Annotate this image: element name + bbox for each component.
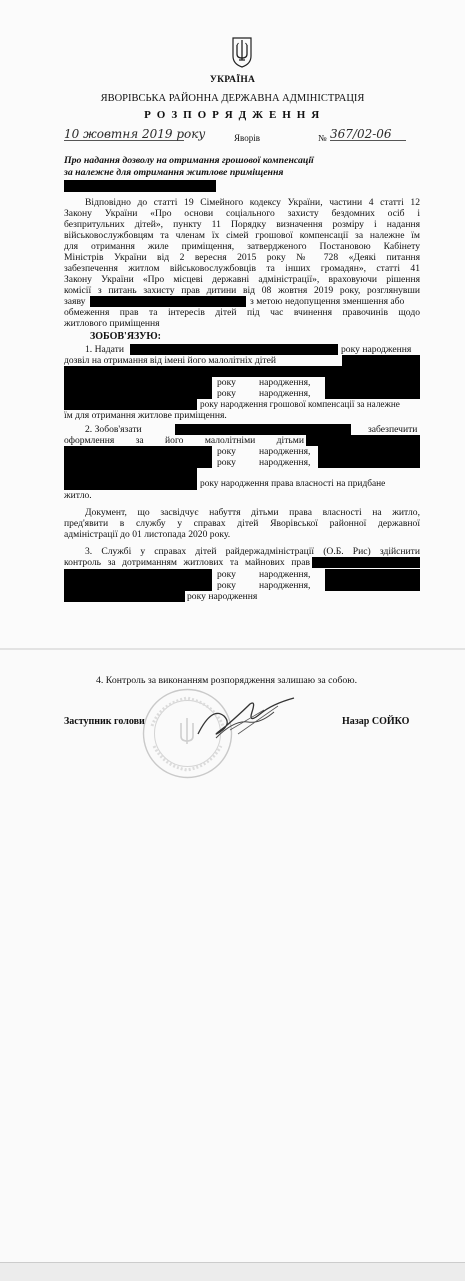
redaction-block xyxy=(175,424,351,435)
page-3-edge xyxy=(0,1262,465,1281)
zobovyazuyu-heading: ЗОБОВ'ЯЗУЮ: xyxy=(90,331,162,342)
item-2-line: оформлення за його малолітніми дітьми xyxy=(64,435,304,446)
redaction-block xyxy=(64,366,420,377)
redaction-block xyxy=(318,446,420,457)
document-type-heading: Р О З П О Р Я Д Ж Е Н Н Я xyxy=(144,109,321,121)
preamble-line: безпритульних дітей», пункту 11 Порядку визначення розміру і надання xyxy=(64,219,420,230)
item-2-doc-line: Документ, що засвідчує набуття дітьми права власності на житло, xyxy=(85,507,420,518)
preamble-line: для отримання жиле приміщення, затвердженого Постановою Кабінету xyxy=(64,241,420,252)
preamble-line: Закону України «Про місцеві державні адміністрації», враховуючи рішення xyxy=(64,274,420,285)
item-1-narodzhennya: народження, xyxy=(259,377,311,388)
item-3-line: 3. Службі у справах дітей райдержадміністрації (О.Б. Рис) здійснити xyxy=(85,546,420,557)
redaction-block xyxy=(325,377,420,388)
agency-heading: ЯВОРІВСЬКА РАЙОННА ДЕРЖАВНА АДМІНІСТРАЦІЯ xyxy=(100,93,365,104)
redaction-block xyxy=(325,580,420,591)
redaction-block xyxy=(64,446,212,457)
order-number: 367/02-06 xyxy=(330,129,406,141)
item-2-doc-line: пред'явити в службу у справах дітей Яворівської районної державної xyxy=(64,518,420,529)
redaction-block xyxy=(64,591,185,602)
item-2-narodzhennya: народження, xyxy=(259,457,311,468)
redaction-block xyxy=(342,355,420,366)
redaction-block xyxy=(64,399,197,410)
item-2-line: року народження права власності на придбане xyxy=(200,479,386,489)
item-1-rok: року xyxy=(217,377,236,388)
redaction-block xyxy=(325,569,420,580)
redaction-block xyxy=(312,557,420,568)
preamble-line: комісії з питань захисту прав дитини від 08 жовтня 2019 року, розглянувши xyxy=(64,285,420,296)
item-1-line: їм для отримання житлове приміщення. xyxy=(64,410,227,421)
signatory-name: Назар СОЙКО xyxy=(342,716,410,727)
item-2-line: житло. xyxy=(64,490,92,501)
item-1-narodzhennya: народження, xyxy=(259,388,311,399)
redaction-block xyxy=(318,457,420,468)
item-3-line: року народження xyxy=(187,591,258,602)
item-3-rok: року xyxy=(217,569,236,580)
item-4: 4. Контроль за виконанням розпорядження залишаю за собою. xyxy=(96,675,358,686)
preamble-tail-text: з метою недопущення зменшення або xyxy=(250,296,405,307)
preamble-line: житлового приміщення xyxy=(64,318,160,329)
preamble-line: Відповідно до статті 19 Сімейного кодексу України, частини 4 статті 12 xyxy=(85,197,420,208)
coat-of-arms-emblem xyxy=(231,36,253,68)
redaction-block xyxy=(64,457,212,468)
item-2-zabezpechyty: забезпечити xyxy=(368,424,418,435)
subject-line-1: Про надання дозволу на отримання грошової компенсації xyxy=(64,155,314,166)
order-date: 10 жовтня 2019 року xyxy=(64,127,206,141)
country-heading: УКРАЇНА xyxy=(209,75,256,85)
redaction-block xyxy=(64,388,212,399)
handwritten-signature xyxy=(190,690,300,745)
preamble-zayavu: заяву xyxy=(64,296,86,307)
item-3-narodzhennya: народження, xyxy=(259,569,311,580)
item-3-narodzhennya: народження, xyxy=(259,580,311,591)
item-1-start: 1. Надати xyxy=(85,344,124,355)
redaction-block xyxy=(90,296,246,307)
item-2-narodzhennya: народження, xyxy=(259,446,311,457)
preamble-line: Закону України «Про основи соціального захисту бездомних осіб і xyxy=(64,208,420,219)
preamble-line: забезпечення житлом військовослужбовців та інших громадян», статті 41 xyxy=(64,263,420,274)
subject-line-2: за належне для отримання житлове приміщення xyxy=(64,167,284,178)
redaction-block xyxy=(64,569,212,580)
item-1-line: року народження грошової компенсації за належне xyxy=(200,399,400,409)
item-1-year-label: року народження xyxy=(341,344,412,355)
number-label: № xyxy=(318,133,327,143)
redaction-block xyxy=(130,344,338,355)
preamble-line: Міністрів України від 2 вересня 2015 року № 728 «Деякі питання xyxy=(64,252,420,263)
redaction-block xyxy=(64,377,212,388)
item-2-rok: року xyxy=(217,446,236,457)
item-2-doc-line: адміністрації до 01 листопада 2020 року. xyxy=(64,529,231,540)
redaction-block xyxy=(64,468,197,479)
item-3-line: контроль за дотриманням житлових та майнових прав xyxy=(64,557,310,568)
item-2-rok: року xyxy=(217,457,236,468)
redaction-block xyxy=(64,580,212,591)
preamble-line: обмеження прав та інтересів дітей під час вчинення правочинів щодо xyxy=(64,307,420,318)
item-1-line: дозвіл на отримання від імені його малолітніх дітей xyxy=(64,355,276,366)
item-2-start: 2. Зобов'язати xyxy=(85,424,142,435)
signatory-position: Заступник голови xyxy=(64,716,145,727)
redaction-block xyxy=(64,180,216,192)
item-3-rok: року xyxy=(217,580,236,591)
redaction-block xyxy=(325,388,420,399)
item-1-rok: року xyxy=(217,388,236,399)
redaction-block xyxy=(64,479,197,490)
preamble-line: військовослужбовцям та членам їх сімей грошової компенсації за належне їм xyxy=(64,230,420,241)
redaction-block xyxy=(306,435,420,446)
city-label: Яворів xyxy=(234,133,260,143)
